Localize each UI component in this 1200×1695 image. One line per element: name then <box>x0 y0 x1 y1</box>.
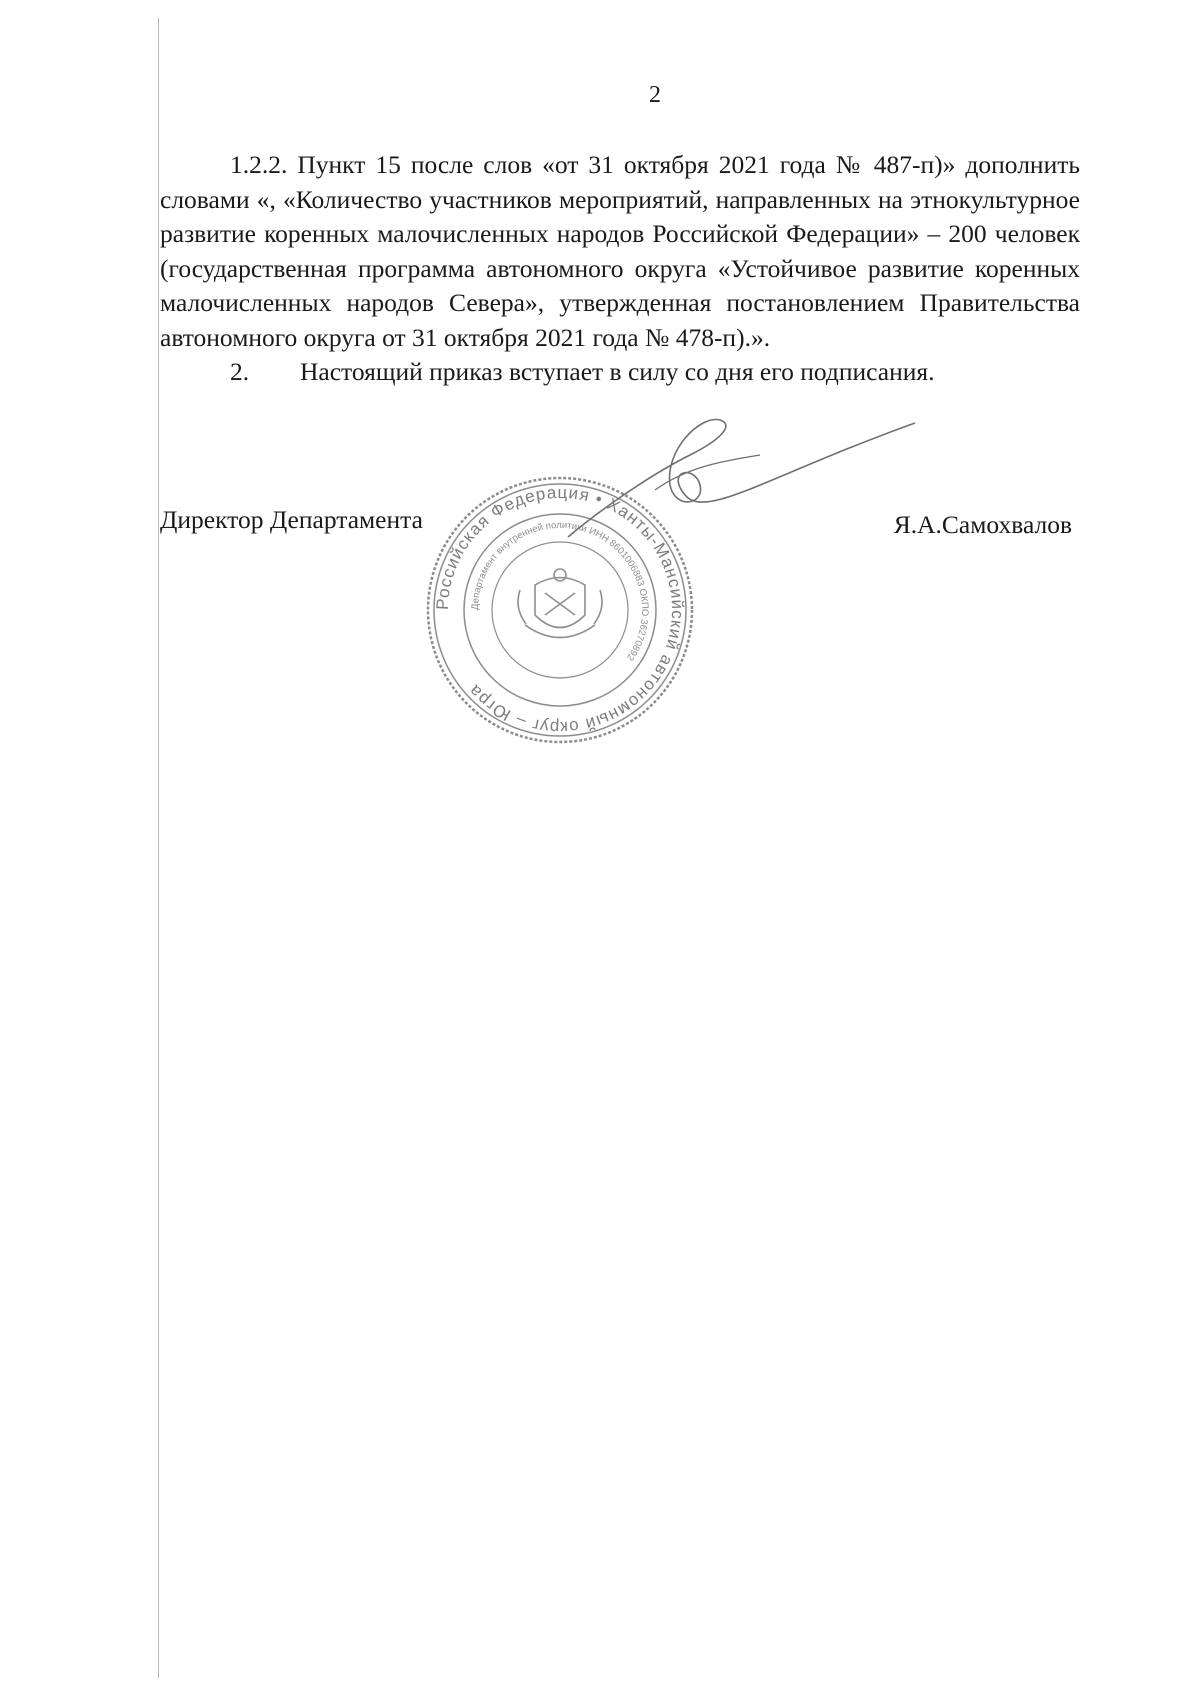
signatory-role: Директор Департамента <box>160 505 423 534</box>
paragraph-2-text: Настоящий приказ вступает в силу со дня его подписания. <box>300 357 935 386</box>
paragraph-2 <box>160 355 1080 390</box>
page-number: 2 <box>649 82 661 108</box>
paragraph-1-2-2: 1.2.2. Пункт 15 после слов «от 31 октября 2021 года № 487-п)» дополнить словами «, «Количество участников мероприятий, направленных на этнокультурное развитие коренных малочисленных народов Российской Федерации» – 200 человек (государственная программа автономного округа «Устойчивое развитие коренных малочисленных народов Севера», утвержденная постановлением Правительства автономного округа от 31 октября 2021 года № 478-п).». <box>160 150 1080 352</box>
paragraph-2-number: 2. <box>230 357 250 386</box>
handwritten-signature-icon <box>560 415 920 545</box>
signatory-name: Я.А.Самохвалов <box>893 510 1072 539</box>
stamp-inner-text: Департамент внутренней политики ИНН 8601006883 ОКПО 36270892 <box>469 519 651 663</box>
stamp-outer-text: Российская Федерация • Ханты-Мансийский автономный округ – Югра <box>432 482 688 738</box>
stamp-emblem-icon <box>518 569 602 638</box>
document-body <box>160 148 1080 390</box>
page-margin-line <box>158 18 159 1678</box>
